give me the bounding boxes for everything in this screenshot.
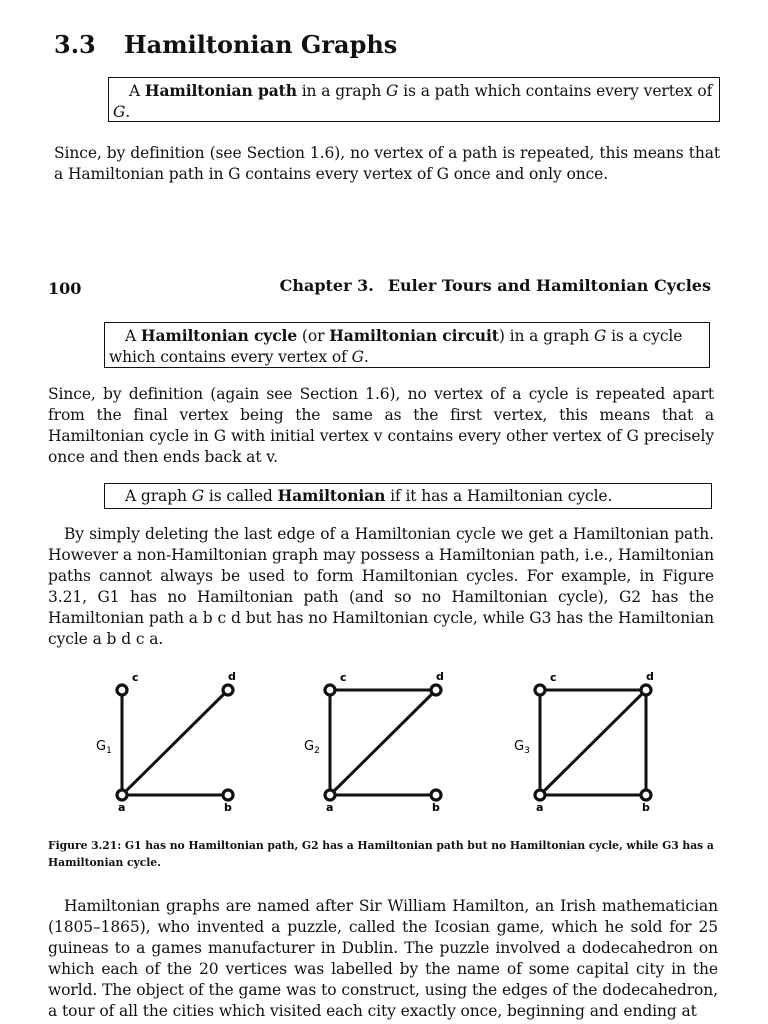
vertex-G2-c [325, 685, 335, 695]
def-text: . [363, 348, 369, 366]
def-term: Hamiltonian [277, 486, 386, 505]
vertex-G2-d [431, 685, 441, 695]
paragraph-4 [48, 896, 718, 1022]
vertex-G1-a [117, 790, 127, 800]
vertex-G3-d [641, 685, 651, 695]
graph-label-G1: $G_1$ [96, 739, 112, 756]
edge-G1-ad [122, 690, 228, 795]
paragraph-4-text: Hamiltonian graphs are named after Sir William Hamilton, an Irish mathematician (1805–1865), who invented a puzzle, called the Icosian game, which he sold for 25 guineas to a games manufacturer in Dublin. The puzzle involved a dodecahedron on which each of the 20 vertices was labelled by the name of some capital city in the world. The object of the game was to construct, using the edges of the dodecahedron, a tour of all the cities which visited each city exactly once, beginning and ending at [48, 897, 718, 1020]
paragraph-1: Since, by definition (see Section 1.6), no vertex of a path is repeated, this means that a Hamiltonian path in G contains every vertex of G once and only once. [54, 144, 720, 183]
vertex-label-G3-c: c [550, 671, 557, 684]
math-var: G [191, 487, 205, 505]
def-text: in a graph [296, 82, 387, 100]
vertex-label-G2-b: b [432, 801, 440, 814]
chapter-label: Chapter 3. [279, 276, 374, 295]
def-text: is a path which contains every vertex of [398, 82, 713, 100]
def-text: (or [297, 327, 330, 345]
def-text: ) in a graph [498, 327, 594, 345]
graph-label-G2: $G_2$ [304, 739, 320, 756]
def-text: A graph [125, 487, 192, 505]
edge-G2-ad [330, 690, 436, 795]
math-var: G [351, 348, 364, 366]
vertex-G2-b [431, 790, 441, 800]
vertex-G3-a [535, 790, 545, 800]
figure-graphs [96, 670, 654, 814]
math-var: G [593, 327, 607, 345]
figure-caption: Figure 3.21: G1 has no Hamiltonian path, G2 has a Hamiltonian path but no Hamiltonian cycle, while G3 has a Hamiltonian cycle. [48, 839, 714, 869]
def-text: if it has a Hamiltonian cycle. [385, 487, 613, 505]
vertex-G1-b [223, 790, 233, 800]
vertex-G3-c [535, 685, 545, 695]
def-text: . [125, 103, 131, 121]
vertex-label-G3-d: d [646, 670, 654, 683]
vertex-label-G2-a: a [326, 801, 334, 814]
vertex-label-G1-a: a [118, 801, 126, 814]
section-title: Hamiltonian Graphs [124, 30, 398, 59]
vertex-label-G3-a: a [536, 801, 544, 814]
vertex-G3-b [641, 790, 651, 800]
vertex-G1-d [223, 685, 233, 695]
vertex-label-G2-c: c [340, 671, 347, 684]
vertex-label-G2-d: d [436, 670, 444, 683]
def-term: Hamiltonian cycle [140, 326, 298, 345]
def-term: Hamiltonian circuit [329, 326, 499, 345]
chapter-title: Euler Tours and Hamiltonian Cycles [387, 276, 711, 295]
math-var: G [386, 82, 399, 100]
def-text: A [129, 82, 145, 100]
page-number: 100 [48, 279, 82, 298]
section-number: 3.3 [54, 30, 96, 59]
vertex-G2-a [325, 790, 335, 800]
vertex-label-G3-b: b [642, 801, 650, 814]
def-text: A [125, 327, 141, 345]
def-text: is called [204, 487, 278, 505]
paragraph-3-text: By simply deleting the last edge of a Hamiltonian cycle we get a Hamiltonian path. However a non-Hamiltonian graph may possess a Hamiltonian path, i.e., Hamiltonian paths cannot always be used to form Hamiltonian cycles. For example, in Figure 3.21, G1 has no Hamiltonian path (and so no Hamiltonian cycle), G2 has the Hamiltonian path a b c d but has no Hamiltonian cycle, while G3 has the Hamiltonian cycle a b d c a. [48, 525, 714, 648]
vertex-G1-c [117, 685, 127, 695]
def-term: Hamiltonian path [144, 81, 297, 100]
edge-G3-ad [540, 690, 646, 795]
vertex-label-G1-b: b [224, 801, 232, 814]
graph-label-G3: $G_3$ [514, 739, 530, 756]
vertex-label-G1-d: d [228, 670, 236, 683]
paragraph-2: Since, by definition (again see Section 1.6), no vertex of a cycle is repeated apart from the final vertex being the same as the first vertex, this means that a Hamiltonian cycle in G with initial vertex v contains every other vertex of G precisely once and then ends back at v. [48, 385, 714, 466]
math-var: G [113, 103, 126, 121]
def-text: is a cycle which contains every vertex of [109, 327, 683, 366]
vertex-label-G1-c: c [132, 671, 139, 684]
